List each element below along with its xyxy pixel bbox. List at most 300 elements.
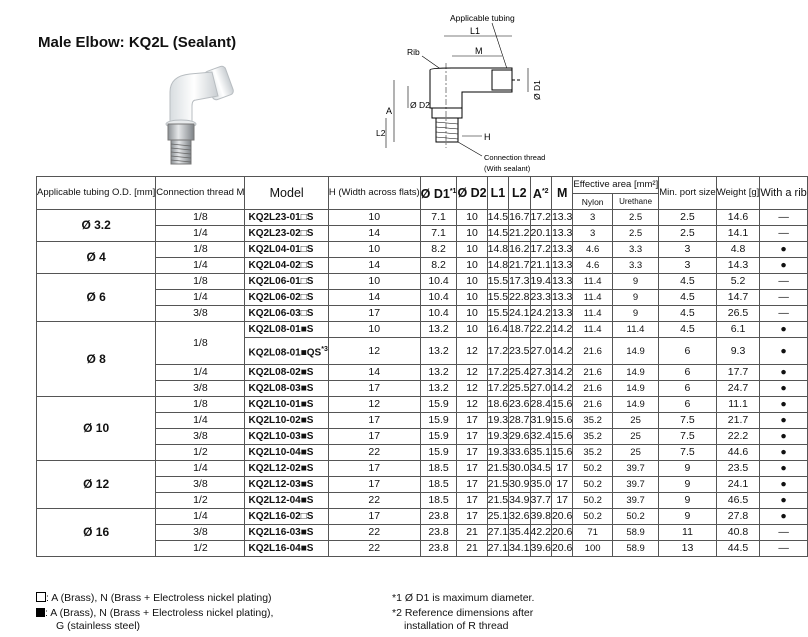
m-cell: 17 <box>551 477 572 493</box>
rib-cell: ● <box>760 509 807 525</box>
d2-cell: 10 <box>457 290 487 306</box>
ure-cell: 14.9 <box>612 365 658 381</box>
od-cell: Ø 8 <box>37 322 156 397</box>
nylon-cell: 4.6 <box>573 242 613 258</box>
rib-cell: — <box>760 274 807 290</box>
ure-cell: 9 <box>612 274 658 290</box>
l2-cell: 23.5 <box>509 338 530 365</box>
m-cell: 17 <box>551 461 572 477</box>
ure-cell: 39.7 <box>612 493 658 509</box>
l2-cell: 21.2 <box>509 226 530 242</box>
rib-cell: ● <box>760 338 807 365</box>
w-cell: 9.3 <box>716 338 760 365</box>
col-nylon: Nylon <box>573 194 613 210</box>
ure-cell: 3.3 <box>612 242 658 258</box>
nylon-cell: 11.4 <box>573 322 613 338</box>
h-cell: 14 <box>328 258 420 274</box>
conn-cell: 3/8 <box>156 306 245 322</box>
a-cell: 35.0 <box>530 477 551 493</box>
l2-label: L2 <box>376 128 386 138</box>
col-weight: Weight [g] <box>716 177 760 210</box>
nylon-cell: 11.4 <box>573 306 613 322</box>
col-l2: L2 <box>509 177 530 210</box>
a-cell: 35.1 <box>530 445 551 461</box>
footnote-open-square: : A (Brass), N (Brass + Electroless nickel plating) <box>36 592 272 605</box>
nylon-cell: 50.2 <box>573 461 613 477</box>
d1-cell: 10.4 <box>420 274 457 290</box>
port-cell: 9 <box>659 477 717 493</box>
conn-cell: 3/8 <box>156 525 245 541</box>
l2-cell: 32.6 <box>509 509 530 525</box>
model-cell: KQ2L12-02■S <box>245 461 328 477</box>
w-cell: 4.8 <box>716 242 760 258</box>
w-cell: 24.7 <box>716 381 760 397</box>
m-cell: 13.3 <box>551 226 572 242</box>
model-cell: KQ2L04-02□S <box>245 258 328 274</box>
model-cell: KQ2L10-02■S <box>245 413 328 429</box>
d1-cell: 13.2 <box>420 365 457 381</box>
w-cell: 21.7 <box>716 413 760 429</box>
a-cell: 34.5 <box>530 461 551 477</box>
conn-cell: 1/8 <box>156 397 245 413</box>
d2-cell: 10 <box>457 210 487 226</box>
d2-cell: 17 <box>457 445 487 461</box>
m-cell: 13.3 <box>551 274 572 290</box>
d1-cell: 23.8 <box>420 541 457 557</box>
port-cell: 4.5 <box>659 322 717 338</box>
conn-cell: 1/4 <box>156 413 245 429</box>
a-cell: 24.2 <box>530 306 551 322</box>
m-cell: 15.6 <box>551 397 572 413</box>
d1-cell: 10.4 <box>420 290 457 306</box>
d1-label: Ø D1 <box>532 80 542 100</box>
nylon-cell: 4.6 <box>573 258 613 274</box>
d1-cell: 23.8 <box>420 509 457 525</box>
a-cell: 27.0 <box>530 338 551 365</box>
port-cell: 2.5 <box>659 226 717 242</box>
col-urethane: Urethane <box>612 194 658 210</box>
ure-cell: 50.2 <box>612 509 658 525</box>
port-cell: 3 <box>659 242 717 258</box>
l1-cell: 15.5 <box>487 290 508 306</box>
m-label: M <box>475 46 483 56</box>
d1-cell: 10.4 <box>420 306 457 322</box>
conn-cell: 1/8 <box>156 322 245 365</box>
d1-cell: 7.1 <box>420 210 457 226</box>
ure-cell: 25 <box>612 429 658 445</box>
h-cell: 22 <box>328 525 420 541</box>
l1-cell: 27.1 <box>487 525 508 541</box>
d2-cell: 21 <box>457 525 487 541</box>
od-cell: Ø 10 <box>37 397 156 461</box>
d2-cell: 17 <box>457 429 487 445</box>
w-cell: 23.5 <box>716 461 760 477</box>
l2-cell: 21.7 <box>509 258 530 274</box>
ure-cell: 9 <box>612 306 658 322</box>
l2-cell: 17.3 <box>509 274 530 290</box>
w-cell: 27.8 <box>716 509 760 525</box>
d1-cell: 13.2 <box>420 381 457 397</box>
m-cell: 15.6 <box>551 445 572 461</box>
conn-cell: 1/8 <box>156 274 245 290</box>
l2-cell: 23.6 <box>509 397 530 413</box>
nylon-cell: 21.6 <box>573 397 613 413</box>
rib-cell: — <box>760 525 807 541</box>
footnote-2: *2 Reference dimensions after installation of R thread <box>392 607 534 632</box>
rib-cell: — <box>760 226 807 242</box>
d1-cell: 13.2 <box>420 322 457 338</box>
h-cell: 17 <box>328 413 420 429</box>
port-cell: 7.5 <box>659 445 717 461</box>
table-row <box>37 242 808 258</box>
w-cell: 40.8 <box>716 525 760 541</box>
l1-cell: 14.8 <box>487 242 508 258</box>
m-cell: 15.6 <box>551 429 572 445</box>
d2-cell: 10 <box>457 226 487 242</box>
rib-cell: ● <box>760 461 807 477</box>
rib-cell: ● <box>760 477 807 493</box>
conn-cell: 1/2 <box>156 445 245 461</box>
model-cell: KQ2L16-03■S <box>245 525 328 541</box>
w-cell: 14.3 <box>716 258 760 274</box>
nylon-cell: 21.6 <box>573 365 613 381</box>
with-sealant-label: (With sealant) <box>484 164 531 173</box>
h-cell: 10 <box>328 242 420 258</box>
a-cell: 42.2 <box>530 525 551 541</box>
w-cell: 26.5 <box>716 306 760 322</box>
l1-cell: 14.8 <box>487 258 508 274</box>
a-cell: 28.4 <box>530 397 551 413</box>
w-cell: 44.5 <box>716 541 760 557</box>
port-cell: 9 <box>659 493 717 509</box>
l1-cell: 17.2 <box>487 381 508 397</box>
model-cell: KQ2L10-01■S <box>245 397 328 413</box>
rib-cell: ● <box>760 429 807 445</box>
w-cell: 24.1 <box>716 477 760 493</box>
l2-cell: 18.7 <box>509 322 530 338</box>
m-cell: 14.2 <box>551 338 572 365</box>
rib-cell: — <box>760 210 807 226</box>
d2-cell: 10 <box>457 322 487 338</box>
l2-cell: 28.7 <box>509 413 530 429</box>
ure-cell: 25 <box>612 445 658 461</box>
l1-cell: 19.3 <box>487 429 508 445</box>
col-d2: Ø D2 <box>457 177 487 210</box>
a-cell: 37.7 <box>530 493 551 509</box>
col-l1: L1 <box>487 177 508 210</box>
m-cell: 13.3 <box>551 306 572 322</box>
m-cell: 20.6 <box>551 541 572 557</box>
h-cell: 10 <box>328 210 420 226</box>
od-cell: Ø 16 <box>37 509 156 557</box>
a-cell: 32.4 <box>530 429 551 445</box>
a-cell: 21.1 <box>530 258 551 274</box>
d2-cell: 21 <box>457 541 487 557</box>
page-title: Male Elbow: KQ2L (Sealant) <box>38 34 237 51</box>
model-cell: KQ2L10-03■S <box>245 429 328 445</box>
m-cell: 14.2 <box>551 381 572 397</box>
model-cell: KQ2L08-03■S <box>245 381 328 397</box>
d1-cell: 15.9 <box>420 397 457 413</box>
a-cell: 27.3 <box>530 365 551 381</box>
od-cell: Ø 4 <box>37 242 156 274</box>
h-cell: 14 <box>328 226 420 242</box>
rib-cell: ● <box>760 445 807 461</box>
nylon-cell: 50.2 <box>573 493 613 509</box>
l2-cell: 34.9 <box>509 493 530 509</box>
w-cell: 14.6 <box>716 210 760 226</box>
a-cell: 31.9 <box>530 413 551 429</box>
l2-cell: 30.9 <box>509 477 530 493</box>
ure-cell: 39.7 <box>612 477 658 493</box>
h-cell: 22 <box>328 541 420 557</box>
applicable-tubing-label: Applicable tubing <box>450 13 515 23</box>
table-row <box>37 461 808 477</box>
m-cell: 14.2 <box>551 322 572 338</box>
table-row <box>37 509 808 525</box>
d2-label: Ø D2 <box>410 100 430 110</box>
ure-cell: 2.5 <box>612 210 658 226</box>
port-cell: 4.5 <box>659 306 717 322</box>
l1-cell: 16.4 <box>487 322 508 338</box>
conn-cell: 1/8 <box>156 242 245 258</box>
rib-cell: ● <box>760 242 807 258</box>
conn-cell: 3/8 <box>156 381 245 397</box>
d2-cell: 17 <box>457 493 487 509</box>
table-row <box>37 322 808 338</box>
l2-cell: 22.8 <box>509 290 530 306</box>
a-cell: 20.1 <box>530 226 551 242</box>
model-cell: KQ2L08-01■QS$^{*3}$ <box>245 338 328 365</box>
port-cell: 11 <box>659 525 717 541</box>
h-cell: 22 <box>328 493 420 509</box>
nylon-cell: 100 <box>573 541 613 557</box>
model-cell: KQ2L10-04■S <box>245 445 328 461</box>
port-cell: 6 <box>659 338 717 365</box>
col-a: $A^{*2}$ <box>530 177 551 210</box>
l1-cell: 25.1 <box>487 509 508 525</box>
conn-thread-label: Connection thread <box>484 153 546 162</box>
rib-label: Rib <box>407 47 420 57</box>
l2-cell: 34.1 <box>509 541 530 557</box>
h-cell: 17 <box>328 306 420 322</box>
l1-cell: 21.5 <box>487 477 508 493</box>
rib-cell: ● <box>760 365 807 381</box>
model-cell: KQ2L06-03□S <box>245 306 328 322</box>
ure-cell: 58.9 <box>612 525 658 541</box>
ure-cell: 25 <box>612 413 658 429</box>
w-cell: 14.7 <box>716 290 760 306</box>
d1-cell: 8.2 <box>420 258 457 274</box>
conn-cell: 1/8 <box>156 210 245 226</box>
a-cell: 27.0 <box>530 381 551 397</box>
d2-cell: 12 <box>457 397 487 413</box>
l1-cell: 17.2 <box>487 365 508 381</box>
ure-cell: 11.4 <box>612 322 658 338</box>
d2-cell: 17 <box>457 461 487 477</box>
l1-cell: 14.5 <box>487 226 508 242</box>
w-cell: 44.6 <box>716 445 760 461</box>
d2-cell: 10 <box>457 258 487 274</box>
l1-cell: 15.5 <box>487 306 508 322</box>
w-cell: 6.1 <box>716 322 760 338</box>
h-cell: 14 <box>328 290 420 306</box>
rib-cell: — <box>760 541 807 557</box>
open-square-icon <box>36 592 46 602</box>
w-cell: 5.2 <box>716 274 760 290</box>
h-cell: 14 <box>328 365 420 381</box>
model-cell: KQ2L23-01□S <box>245 210 328 226</box>
rib-cell: — <box>760 306 807 322</box>
model-cell: KQ2L08-02■S <box>245 365 328 381</box>
nylon-cell: 35.2 <box>573 413 613 429</box>
spec-table <box>36 176 808 557</box>
rib-cell: ● <box>760 397 807 413</box>
a-cell: 39.8 <box>530 509 551 525</box>
w-cell: 17.7 <box>716 365 760 381</box>
nylon-cell: 3 <box>573 210 613 226</box>
h-label: H <box>484 132 491 142</box>
conn-cell: 1/4 <box>156 290 245 306</box>
m-cell: 20.6 <box>551 525 572 541</box>
nylon-cell: 50.2 <box>573 477 613 493</box>
d1-cell: 18.5 <box>420 493 457 509</box>
d2-cell: 10 <box>457 306 487 322</box>
port-cell: 2.5 <box>659 210 717 226</box>
l1-cell: 18.6 <box>487 397 508 413</box>
port-cell: 7.5 <box>659 429 717 445</box>
port-cell: 9 <box>659 509 717 525</box>
nylon-cell: 50.2 <box>573 509 613 525</box>
h-cell: 17 <box>328 461 420 477</box>
conn-cell: 1/2 <box>156 493 245 509</box>
m-cell: 20.6 <box>551 509 572 525</box>
l2-cell: 25.5 <box>509 381 530 397</box>
od-cell: Ø 6 <box>37 274 156 322</box>
w-cell: 22.2 <box>716 429 760 445</box>
h-cell: 17 <box>328 477 420 493</box>
col-m: M <box>551 177 572 210</box>
nylon-cell: 35.2 <box>573 445 613 461</box>
conn-cell: 1/4 <box>156 258 245 274</box>
model-cell: KQ2L06-02□S <box>245 290 328 306</box>
ure-cell: 58.9 <box>612 541 658 557</box>
port-cell: 6 <box>659 381 717 397</box>
ure-cell: 9 <box>612 290 658 306</box>
l1-cell: 21.5 <box>487 461 508 477</box>
conn-cell: 1/4 <box>156 226 245 242</box>
a-cell: 23.3 <box>530 290 551 306</box>
table-row <box>37 274 808 290</box>
h-cell: 17 <box>328 429 420 445</box>
l1-label: L1 <box>470 26 481 36</box>
model-cell: KQ2L12-04■S <box>245 493 328 509</box>
d2-cell: 12 <box>457 338 487 365</box>
port-cell: 4.5 <box>659 274 717 290</box>
h-cell: 17 <box>328 381 420 397</box>
model-cell: KQ2L06-01□S <box>245 274 328 290</box>
ure-cell: 14.9 <box>612 338 658 365</box>
nylon-cell: 11.4 <box>573 274 613 290</box>
col-od: Applicable tubing O.D. [mm] <box>37 177 156 210</box>
footnote-filled-square: : A (Brass), N (Brass + Electroless nickel plating), G (stainless steel) <box>36 607 273 633</box>
a-cell: 22.2 <box>530 322 551 338</box>
nylon-cell: 21.6 <box>573 338 613 365</box>
d1-cell: 18.5 <box>420 461 457 477</box>
h-cell: 22 <box>328 445 420 461</box>
port-cell: 7.5 <box>659 413 717 429</box>
d1-cell: 15.9 <box>420 445 457 461</box>
ure-cell: 39.7 <box>612 461 658 477</box>
l2-cell: 35.4 <box>509 525 530 541</box>
h-cell: 12 <box>328 338 420 365</box>
h-cell: 12 <box>328 397 420 413</box>
m-cell: 13.3 <box>551 290 572 306</box>
ure-cell: 3.3 <box>612 258 658 274</box>
l1-cell: 19.3 <box>487 445 508 461</box>
col-model: Model <box>245 177 328 210</box>
d2-cell: 17 <box>457 413 487 429</box>
port-cell: 9 <box>659 461 717 477</box>
conn-cell: 1/4 <box>156 461 245 477</box>
col-h: H (Width across flats) <box>328 177 420 210</box>
l2-cell: 29.6 <box>509 429 530 445</box>
a-cell: 19.4 <box>530 274 551 290</box>
filled-square-icon <box>36 608 45 617</box>
d2-cell: 10 <box>457 274 487 290</box>
d1-cell: 23.8 <box>420 525 457 541</box>
table-row <box>37 397 808 413</box>
l1-cell: 21.5 <box>487 493 508 509</box>
conn-cell: 1/4 <box>156 509 245 525</box>
m-cell: 13.3 <box>551 242 572 258</box>
rib-cell: — <box>760 290 807 306</box>
ure-cell: 14.9 <box>612 397 658 413</box>
d1-cell: 13.2 <box>420 338 457 365</box>
a-cell: 17.2 <box>530 210 551 226</box>
col-conn: Connection thread M <box>156 177 245 210</box>
nylon-cell: 71 <box>573 525 613 541</box>
od-cell: Ø 3.2 <box>37 210 156 242</box>
d2-cell: 10 <box>457 242 487 258</box>
d2-cell: 17 <box>457 509 487 525</box>
m-cell: 17 <box>551 493 572 509</box>
d1-cell: 15.9 <box>420 429 457 445</box>
a-cell: 17.2 <box>530 242 551 258</box>
d2-cell: 12 <box>457 365 487 381</box>
port-cell: 13 <box>659 541 717 557</box>
rib-cell: ● <box>760 493 807 509</box>
conn-cell: 1/2 <box>156 541 245 557</box>
l1-cell: 14.5 <box>487 210 508 226</box>
nylon-cell: 35.2 <box>573 429 613 445</box>
nylon-cell: 11.4 <box>573 290 613 306</box>
l1-cell: 15.5 <box>487 274 508 290</box>
ure-cell: 2.5 <box>612 226 658 242</box>
m-cell: 13.3 <box>551 258 572 274</box>
d1-cell: 8.2 <box>420 242 457 258</box>
model-cell: KQ2L16-04■S <box>245 541 328 557</box>
w-cell: 46.5 <box>716 493 760 509</box>
model-cell: KQ2L08-01■S <box>245 322 328 338</box>
col-port: Min. port size <box>659 177 717 210</box>
conn-cell: 3/8 <box>156 429 245 445</box>
w-cell: 14.1 <box>716 226 760 242</box>
nylon-cell: 21.6 <box>573 381 613 397</box>
rib-cell: ● <box>760 322 807 338</box>
port-cell: 6 <box>659 365 717 381</box>
d1-cell: 7.1 <box>420 226 457 242</box>
